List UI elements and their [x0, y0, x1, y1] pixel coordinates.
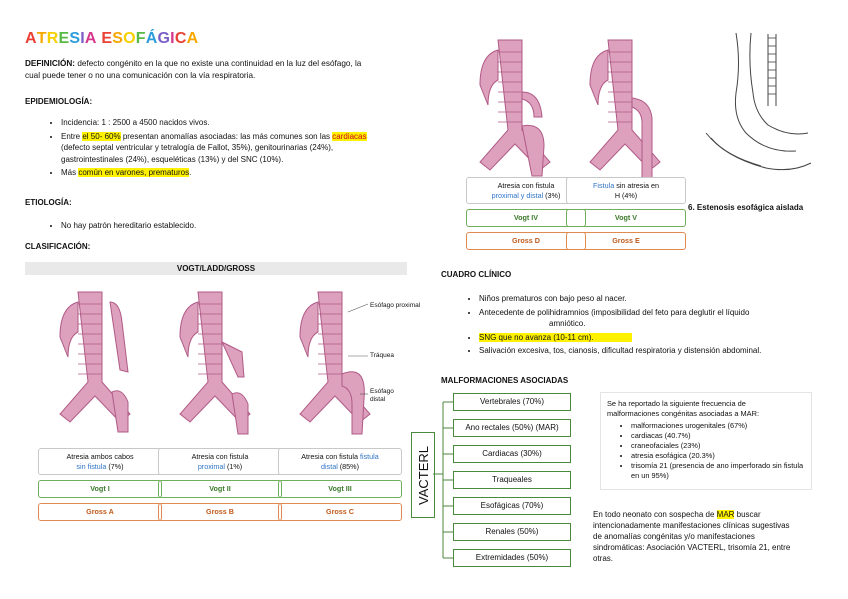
title-letter: A [186, 30, 199, 47]
card-caption [566, 177, 686, 204]
title-letter: A [25, 30, 37, 47]
frecuencia-box [600, 392, 812, 490]
text: . [189, 168, 192, 177]
title-letter: S [69, 30, 81, 47]
list-item [479, 293, 848, 305]
gross-label: Gross C [278, 503, 402, 521]
diagram-d [480, 40, 550, 176]
list-item: • trisomía 21 (presencia de ano imperforado sin fistula en un 95%) [631, 461, 811, 481]
title-letter: O [123, 30, 136, 47]
gross-label: Gross E [566, 232, 686, 250]
vacterl-item-extremidades: Extremidades (50%) [453, 549, 571, 567]
etiologia-heading: ETIOLOGÍA: [25, 198, 72, 207]
caption-pct: H (4%) [614, 190, 638, 200]
vacterl-item-cardiacas: Cardiacas (30%) [453, 445, 571, 463]
text: malformaciones congénitas asociadas a MAR: [607, 409, 759, 418]
incidencia-text: Incidencia: 1 : 2500 a 4500 nacidos vivos. [61, 118, 210, 127]
text: Entre [61, 131, 83, 141]
list-item: • craneofaciales (23%) [631, 441, 811, 451]
etiologia-text: No hay patrón hereditario establecido. [61, 221, 197, 230]
vacterl-item-anorectales: Ano rectales (50%) (MAR) [453, 419, 571, 437]
title-letter: R [46, 30, 59, 47]
neonato-paragraph [593, 509, 815, 564]
text: otras. [593, 554, 614, 563]
label-traquea: Tráquea [370, 352, 394, 359]
text: Más [61, 168, 79, 177]
definicion-label: DEFINICIÓN: [25, 59, 76, 68]
text: (defecto septal ventricular y tetralogía de Fallot, 35%), genitourinarias (24%), [61, 143, 334, 152]
definicion-text-2: cual puede tener o no una comunicación con la vía respiratoria. [25, 71, 256, 80]
vacterl-label: VACTERL [415, 445, 431, 505]
highlight-cardiacas: cardiacas [332, 131, 367, 141]
vogt-label: Vogt I [38, 480, 162, 498]
card-vogt-i [38, 448, 162, 521]
title-letter: A [84, 30, 97, 47]
title-letter: S [112, 30, 124, 47]
caption-blue: sin fistula [76, 461, 107, 471]
caption-text: sin atresia en [614, 181, 659, 190]
text: Se ha reportado la siguiente frecuencia de [607, 399, 746, 408]
list-item [61, 220, 443, 232]
text: buscar [734, 510, 761, 519]
highlight: el 50- 60% [82, 131, 121, 141]
vogt-label: Vogt II [158, 480, 282, 498]
highlight-sng: SNG que no avanza (10-11 cm). [479, 333, 632, 342]
text: Antecedente de polihidramnios (imposibilidad del feto para deglutir el líquido [479, 307, 750, 317]
caption-pct: (85%) [337, 461, 359, 471]
page-title [25, 30, 198, 48]
text: gastrointestinales (24%), esqueléticas (13%) y del SNC (10%). [61, 154, 284, 164]
epidemiologia-heading: EPIDEMIOLOGÍA: [25, 97, 93, 106]
vacterl-item-vertebrales: Vertebrales (70%) [453, 393, 571, 411]
cuadro-clinico-list [441, 293, 848, 359]
clasificacion-heading: CLASIFICACIÓN: [25, 242, 91, 251]
caption-blue: Fistula [593, 181, 615, 190]
highlight: común en varones, prematuros [78, 168, 190, 177]
list-item [479, 332, 848, 344]
card-vogt-iii [278, 448, 402, 521]
estenosis-caption: 6. Estenosis esofágica aislada [688, 203, 804, 212]
list-item [479, 307, 848, 330]
gross-label: Gross D [466, 232, 586, 250]
text: de anomalías congénitas y/o manifestaciones [593, 532, 755, 541]
caption-blue: proximal [197, 461, 225, 471]
stenosis-sketch [696, 28, 816, 186]
list-item [479, 345, 848, 357]
caption-pct: (1%) [224, 461, 243, 471]
card-vogt-v [566, 177, 686, 250]
caption-blue: distal [321, 461, 338, 471]
title-letter: T [36, 30, 47, 47]
list-item [61, 167, 443, 179]
text: Salivación excesiva, tos, cianosis, dificultad respiratoria y distensión abdominal. [479, 346, 762, 355]
diagram-b [180, 292, 250, 434]
vogt-label: Vogt V [566, 209, 686, 227]
title-letter: C [174, 30, 187, 47]
title-letter: I [170, 30, 175, 47]
vacterl-item-renales: Renales (50%) [453, 523, 571, 541]
text: intencionadamente manifestaciones clínicas sugestivas [593, 521, 790, 530]
list-item [61, 131, 443, 166]
card-vogt-ii [158, 448, 282, 521]
caption-text: Atresia ambos cabos [66, 452, 134, 461]
card-caption [158, 448, 282, 475]
caption-pct: (7%) [106, 461, 124, 471]
label-esofago-distal: Esófago distal [370, 388, 394, 403]
diagram-e [590, 40, 660, 178]
vacterl-item-traqueales: Traqueales [453, 471, 571, 489]
text: sindromáticas: Asociación VACTERL, trisomía 21, entre [593, 543, 791, 552]
caption-pct: (3%) [543, 190, 561, 200]
text: Niños prematuros con bajo peso al nacer. [479, 294, 627, 303]
list-item: • cardiacas (40.7%) [631, 431, 811, 441]
vogt-label: Vogt IV [466, 209, 586, 227]
title-letter: Á [145, 30, 158, 47]
label-esofago-proximal: Esófago proximal [370, 302, 421, 309]
gross-label: Gross A [38, 503, 162, 521]
esophagus-diagrams [30, 282, 410, 442]
text: En todo neonato con sospecha de [593, 510, 717, 519]
title-letter: I [80, 30, 85, 47]
esophagus-diagrams-top [460, 30, 680, 180]
caption-text: Atresia con fistula [497, 181, 555, 190]
vogt-label: Vogt III [278, 480, 402, 498]
caption-text: Atresia con fistula [191, 452, 249, 461]
list-item: • atresia esofágica (20.3%) [631, 451, 811, 461]
definicion-text-1: defecto congénito en la que no existe una continuidad en la luz del esófago, la [75, 59, 362, 68]
card-caption: Atresia con fistula fistula distal (85%) [278, 448, 402, 475]
diagram-a [60, 292, 130, 432]
card-caption [38, 448, 162, 475]
highlight-mar: MAR [716, 510, 735, 519]
list-item: • malformaciones urogenitales (67%) [631, 421, 811, 431]
list-item [61, 117, 443, 129]
title-letter: E [101, 30, 113, 47]
epidemiologia-list [25, 117, 443, 181]
cuadro-clinico-heading: CUADRO CLÍNICO [441, 270, 512, 279]
title-letter: G [157, 30, 171, 47]
text: amniótico. [549, 319, 586, 328]
gross-label: Gross B [158, 503, 282, 521]
caption-blue: proximal y distal [491, 190, 544, 200]
title-letter: F [135, 30, 146, 47]
frecuencia-intro [601, 393, 811, 421]
vacterl-item-esofagicas: Esofágicas (70%) [453, 497, 571, 515]
classification-band: VOGT/LADD/GROSS [25, 262, 407, 275]
definicion-paragraph [25, 58, 410, 82]
title-letter: E [58, 30, 70, 47]
caption-text: Atresia con fistula [301, 452, 358, 461]
frecuencia-list [601, 421, 811, 481]
diagram-c [300, 292, 370, 434]
malformaciones-heading: MALFORMACIONES ASOCIADAS [441, 376, 569, 385]
etiologia-list [25, 220, 443, 234]
vacterl-box [411, 432, 435, 518]
text: presentan anomalías asociadas: las más comunes son las [120, 131, 333, 141]
